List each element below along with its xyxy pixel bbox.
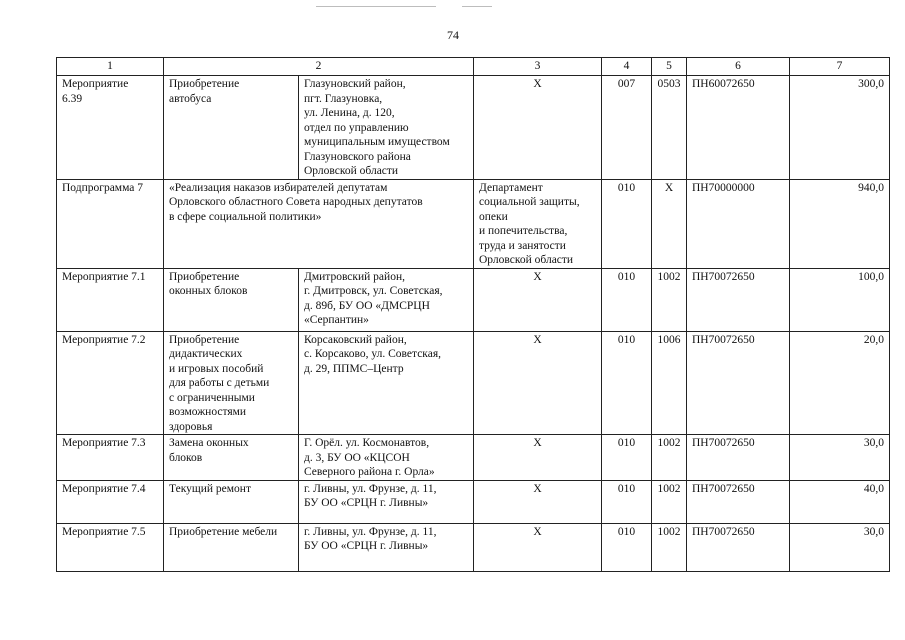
row-col7: 300,0 — [790, 76, 890, 180]
row-col5: 0503 — [652, 76, 687, 180]
header-cell-5: 5 — [652, 58, 687, 76]
row-location: Глазуновский район, пгт. Глазуновка, ул. Ленина, д. 120, отдел по управлению муниципальным имуществом Глазуновского района Орловской области — [299, 76, 474, 180]
table-row — [57, 480, 890, 523]
row-col5: 1006 — [652, 331, 687, 435]
scan-artifact-line — [316, 6, 436, 7]
row-name: Мероприятие 7.3 — [57, 435, 164, 481]
row-item: Замена оконных блоков — [164, 435, 299, 481]
program-table — [56, 57, 890, 572]
row-executor: Х — [474, 435, 602, 481]
table-row — [57, 435, 890, 481]
row-col4: 010 — [602, 268, 652, 331]
row-col6: ПН70072650 — [687, 523, 790, 571]
row-name: Мероприятие 7.4 — [57, 480, 164, 523]
row-name: Мероприятие 7.2 — [57, 331, 164, 435]
row-col4: 010 — [602, 480, 652, 523]
row-executor: Х — [474, 268, 602, 331]
row-col5: 1002 — [652, 435, 687, 481]
row-executor: Х — [474, 523, 602, 571]
row-col4: 007 — [602, 76, 652, 180]
row-item: Приобретение мебели — [164, 523, 299, 571]
row-col7: 30,0 — [790, 523, 890, 571]
row-col5: 1002 — [652, 480, 687, 523]
row-col5: Х — [652, 179, 687, 268]
row-name: Мероприятие 6.39 — [57, 76, 164, 180]
table-row — [57, 523, 890, 571]
header-cell-1: 1 — [57, 58, 164, 76]
header-cell-4: 4 — [602, 58, 652, 76]
row-col4: 010 — [602, 179, 652, 268]
row-name: Подпрограмма 7 — [57, 179, 164, 268]
table-row — [57, 331, 890, 435]
row-item: Текущий ремонт — [164, 480, 299, 523]
row-col7: 40,0 — [790, 480, 890, 523]
row-col5: 1002 — [652, 523, 687, 571]
row-col7: 20,0 — [790, 331, 890, 435]
row-item: Приобретение оконных блоков — [164, 268, 299, 331]
table-header-row — [57, 58, 890, 76]
row-col6: ПН70000000 — [687, 179, 790, 268]
row-col4: 010 — [602, 331, 652, 435]
row-col4: 010 — [602, 435, 652, 481]
row-col6: ПН60072650 — [687, 76, 790, 180]
row-col6: ПН70072650 — [687, 435, 790, 481]
row-col4: 010 — [602, 523, 652, 571]
header-cell-6: 6 — [687, 58, 790, 76]
header-cell-3: 3 — [474, 58, 602, 76]
row-name: Мероприятие 7.5 — [57, 523, 164, 571]
row-location: г. Ливны, ул. Фрунзе, д. 11, БУ ОО «СРЦН г. Ливны» — [299, 480, 474, 523]
row-item: Приобретение автобуса — [164, 76, 299, 180]
row-location: Корсаковский район, с. Корсаково, ул. Советская, д. 29, ППМС–Центр — [299, 331, 474, 435]
table-row — [57, 268, 890, 331]
row-location: Г. Орёл. ул. Космонавтов, д. 3, БУ ОО «КЦСОН Северного района г. Орла» — [299, 435, 474, 481]
header-cell-7: 7 — [790, 58, 890, 76]
page-number: 74 — [447, 28, 459, 42]
row-col7: 940,0 — [790, 179, 890, 268]
row-executor: Х — [474, 331, 602, 435]
row-col5: 1002 — [652, 268, 687, 331]
row-executor: Х — [474, 76, 602, 180]
row-location: г. Ливны, ул. Фрунзе, д. 11, БУ ОО «СРЦН г. Ливны» — [299, 523, 474, 571]
row-executor: Х — [474, 480, 602, 523]
row-item: «Реализация наказов избирателей депутатам Орловского областного Совета народных депутатов в сфере социальной политики» — [164, 179, 474, 268]
row-col6: ПН70072650 — [687, 331, 790, 435]
table-row — [57, 179, 890, 268]
row-col6: ПН70072650 — [687, 268, 790, 331]
row-executor: Департамент социальной защиты, опеки и попечительства, труда и занятости Орловской области — [474, 179, 602, 268]
row-location: Дмитровский район, г. Дмитровск, ул. Советская, д. 89б, БУ ОО «ДМСРЦН «Серпантин» — [299, 268, 474, 331]
row-col6: ПН70072650 — [687, 480, 790, 523]
header-cell-2: 2 — [164, 58, 474, 76]
row-item: Приобретение дидактических и игровых пособий для работы с детьми с ограниченными возможностями здоровья — [164, 331, 299, 435]
row-col7: 30,0 — [790, 435, 890, 481]
table-row — [57, 76, 890, 180]
scan-artifact-line — [462, 6, 492, 7]
row-col7: 100,0 — [790, 268, 890, 331]
row-name: Мероприятие 7.1 — [57, 268, 164, 331]
